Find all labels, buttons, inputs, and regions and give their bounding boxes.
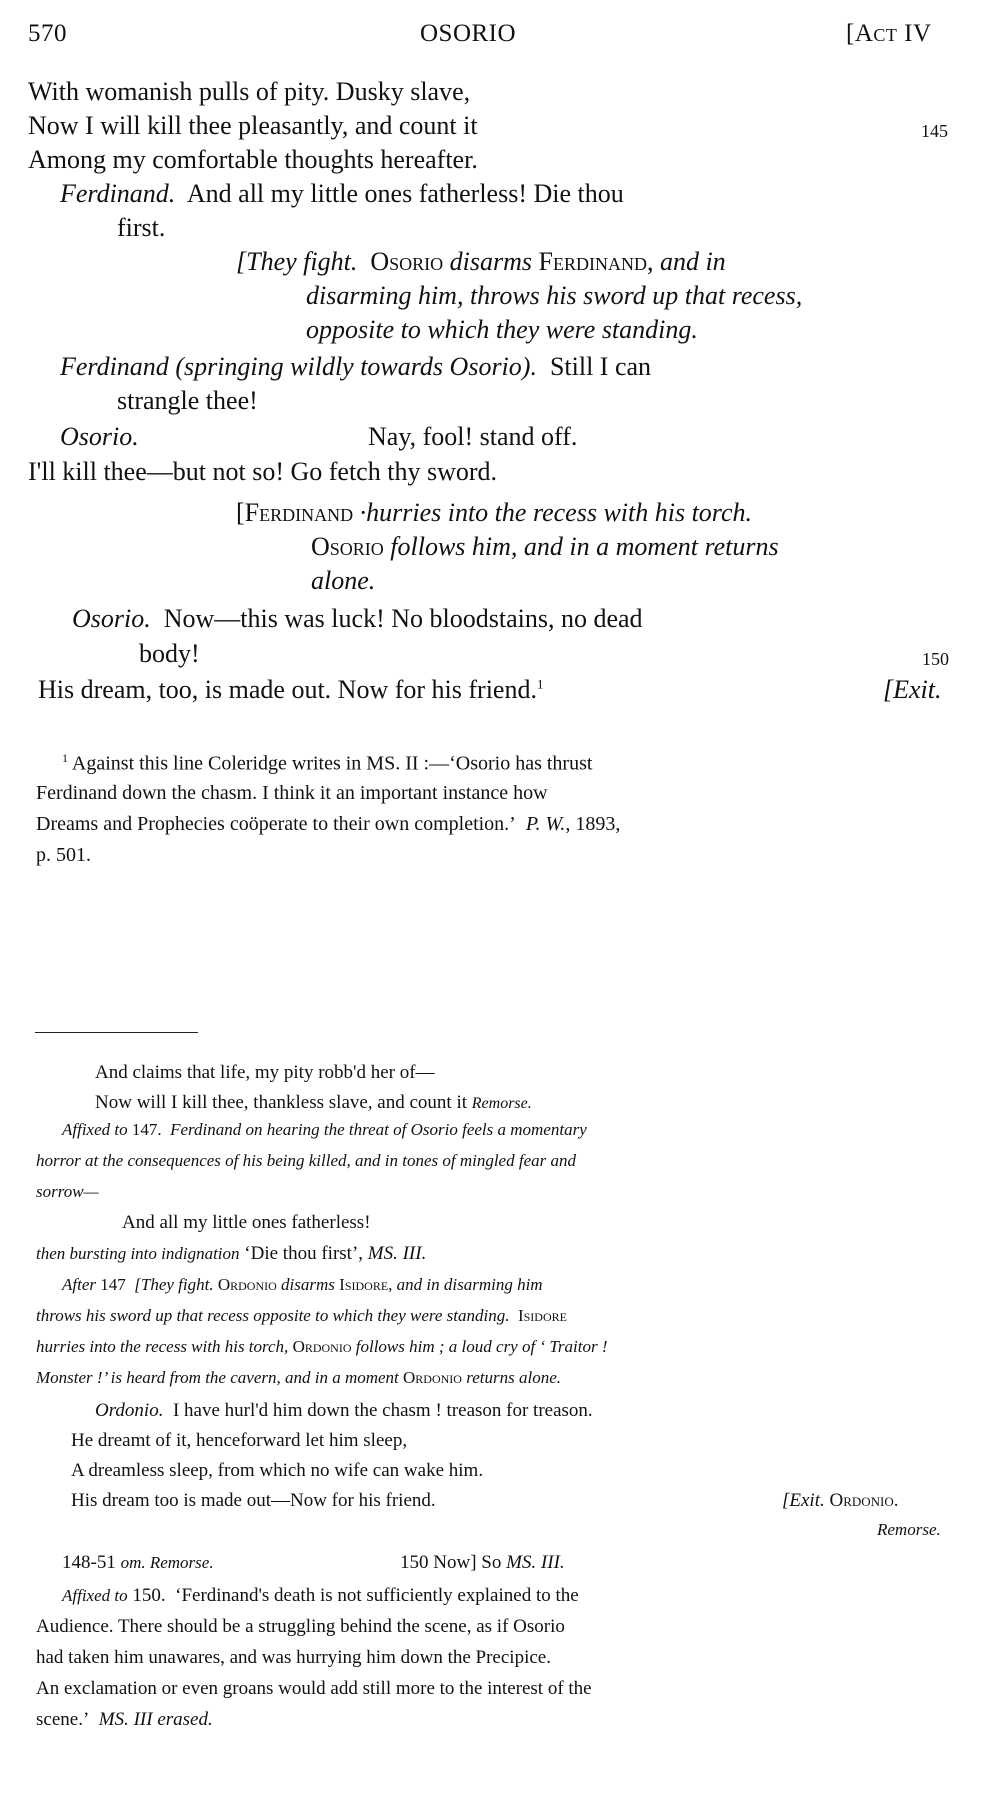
variant-quote: ‘Die thou first’, bbox=[244, 1243, 364, 1264]
line-ref: 147. bbox=[131, 1120, 162, 1139]
speaker-name: Osorio. bbox=[60, 422, 139, 451]
sd-text: ·hurries into the recess with his torch. bbox=[359, 498, 752, 527]
line-ref: 148-51 bbox=[62, 1552, 116, 1573]
character-name: Isidore, bbox=[339, 1275, 393, 1294]
variant-text: follows him ; a loud cry of bbox=[355, 1337, 536, 1356]
variant-text: scene.’ bbox=[36, 1709, 90, 1730]
variant-source: Remorse. bbox=[471, 1095, 532, 1112]
variant-line: He dreamt of it, henceforward let him sleep, bbox=[71, 1430, 408, 1451]
variant-note bbox=[62, 1121, 587, 1138]
variant-text: then bursting into indignation bbox=[36, 1244, 240, 1263]
sd-text: disarms bbox=[449, 247, 532, 276]
variant-note-line bbox=[36, 1369, 561, 1386]
line-number: 150 bbox=[922, 649, 949, 669]
exit-direction: [Exit. bbox=[883, 675, 942, 704]
footnote-ref: P. W. bbox=[525, 813, 566, 835]
verse-line bbox=[72, 606, 643, 632]
variant-note-line bbox=[36, 1307, 567, 1324]
variant-note-line: sorrow— bbox=[36, 1182, 99, 1201]
page-title: OSORIO bbox=[420, 20, 517, 47]
speaker-name: Ferdinand. bbox=[60, 179, 176, 208]
verse-line bbox=[60, 354, 651, 380]
variant-line: A dreamless sleep, from which no wife can wake him. bbox=[71, 1460, 484, 1481]
footnote-line bbox=[62, 752, 592, 774]
verse-line: strangle thee! bbox=[117, 386, 258, 415]
variant-text: hurries into the recess with his torch, bbox=[36, 1337, 289, 1356]
variant-source: Remorse. bbox=[877, 1520, 941, 1539]
variant-quote: ‘ Traitor ! bbox=[539, 1337, 608, 1356]
footnote-text: , 1893, bbox=[565, 813, 621, 835]
speaker-direction: (springing wildly towards Osorio). bbox=[175, 352, 537, 381]
speech-text: His dream, too, is made out. Now for his friend. bbox=[38, 675, 537, 704]
variant-text: Now will I kill thee, thankless slave, and count it bbox=[95, 1092, 468, 1113]
character-name: Isidore bbox=[517, 1306, 567, 1325]
variant-label: Affixed to bbox=[62, 1586, 128, 1605]
variant-lemma: Now] bbox=[433, 1552, 477, 1573]
variant-text: [They fight. bbox=[134, 1275, 214, 1294]
stage-direction-line: disarming him, throws his sword up that recess, bbox=[306, 281, 803, 310]
stage-direction bbox=[236, 249, 726, 275]
verse-line: With womanish pulls of pity. Dusky slave, bbox=[28, 77, 471, 106]
character-name: [Ferdinand bbox=[236, 498, 354, 527]
variant-line bbox=[95, 1401, 593, 1420]
verse-line: I'll kill thee—but not so! Go fetch thy sword. bbox=[28, 457, 498, 486]
footnote-line bbox=[36, 814, 620, 834]
verse-line: first. bbox=[117, 213, 166, 242]
variant-text: is heard from the cavern, and in a moment bbox=[110, 1368, 399, 1387]
speaker-name: Ferdinand bbox=[60, 352, 169, 381]
footnote-mark: 1 bbox=[62, 751, 68, 765]
variant-source: MS. III. bbox=[367, 1243, 427, 1264]
variant-note bbox=[62, 1586, 579, 1605]
variant-text: om. Remorse. bbox=[120, 1553, 214, 1572]
variant-text: Ferdinand on hearing the threat of Osorio feels a momentary bbox=[170, 1120, 587, 1139]
sd-text: follows him, and in a moment returns bbox=[390, 532, 779, 561]
exit-direction bbox=[782, 1491, 899, 1510]
character-name: Osorio bbox=[370, 247, 444, 276]
verse-line: Now I will kill thee pleasantly, and count it bbox=[28, 111, 478, 140]
character-name: Ordonio. bbox=[829, 1490, 899, 1511]
variant-text: ‘Ferdinand's death is not sufficiently explained to the bbox=[175, 1585, 579, 1606]
character-name: Ordonio bbox=[292, 1337, 352, 1356]
variant-text: and in disarming him bbox=[396, 1275, 543, 1294]
speech-text: And all my little ones fatherless! Die thou bbox=[186, 179, 624, 208]
footnote-text: Against this line Coleridge writes in MS. II :—‘Osorio has thrust bbox=[71, 752, 593, 775]
variant-line bbox=[400, 1553, 565, 1572]
variant-line bbox=[95, 1093, 532, 1112]
character-name: Ordonio bbox=[403, 1368, 462, 1387]
variant-source: MS. III erased. bbox=[98, 1709, 213, 1730]
variant-note bbox=[62, 1276, 543, 1293]
act-label: [Act IV bbox=[846, 20, 932, 47]
speech-text: Still I can bbox=[549, 352, 652, 381]
stage-direction bbox=[236, 500, 752, 526]
line-ref: 150 bbox=[400, 1552, 429, 1573]
variant-line bbox=[62, 1553, 214, 1572]
variant-line: And claims that life, my pity robb'd her of— bbox=[95, 1062, 435, 1083]
variant-note-line: had taken him unawares, and was hurrying him down the Precipice. bbox=[36, 1647, 551, 1668]
variant-label: Affixed to bbox=[62, 1120, 128, 1139]
stage-direction bbox=[311, 534, 779, 560]
variant-label: After bbox=[62, 1275, 96, 1294]
variant-line: His dream too is made out—Now for his friend. bbox=[71, 1490, 436, 1511]
variant-note-line: Audience. There should be a struggling behind the scene, as if Osorio bbox=[36, 1616, 565, 1637]
speaker-name: Osorio. bbox=[72, 604, 151, 633]
sd-text: and in bbox=[659, 247, 726, 276]
variant-quote: Monster !’ bbox=[36, 1368, 107, 1387]
speaker-name: Ordonio. bbox=[95, 1400, 164, 1421]
variant-line: And all my little ones fatherless! bbox=[122, 1212, 371, 1233]
character-name: Ordonio bbox=[217, 1275, 277, 1294]
exit-label: [Exit. bbox=[782, 1490, 825, 1511]
variant-line bbox=[36, 1244, 426, 1263]
variant-note-line: horror at the consequences of his being killed, and in tones of mingled fear and bbox=[36, 1151, 576, 1170]
character-name: Ferdinand, bbox=[538, 247, 654, 276]
sd-text: [They fight. bbox=[236, 247, 358, 276]
variant-text: throws his sword up that recess opposite to which they were standing. bbox=[36, 1306, 510, 1325]
footnote-ref: 1 bbox=[536, 676, 544, 692]
footnote-line: p. 501. bbox=[36, 844, 91, 866]
line-ref: 150. bbox=[132, 1585, 166, 1606]
footnote-line: Ferdinand down the chasm. I think it an important instance how bbox=[36, 782, 548, 804]
variant-text: So bbox=[481, 1552, 502, 1573]
variant-note-line bbox=[36, 1338, 608, 1355]
variant-text: disarms bbox=[281, 1275, 335, 1294]
variant-text: returns alone. bbox=[466, 1368, 561, 1387]
footnote-divider bbox=[35, 1032, 198, 1033]
verse-line: body! bbox=[139, 639, 200, 668]
footnote-text: Dreams and Prophecies coöperate to their own completion.’ bbox=[36, 813, 516, 835]
stage-direction-line: alone. bbox=[311, 566, 376, 595]
verse-line: Among my comfortable thoughts hereafter. bbox=[28, 145, 478, 174]
verse-line bbox=[38, 677, 543, 703]
page-number: 570 bbox=[28, 20, 67, 47]
verse-line bbox=[60, 181, 624, 207]
line-number: 145 bbox=[921, 121, 948, 141]
variant-text: I have hurl'd him down the chasm ! treason for treason. bbox=[172, 1400, 593, 1421]
variant-note-line: An exclamation or even groans would add still more to the interest of the bbox=[36, 1678, 592, 1699]
character-name: Osorio bbox=[311, 532, 384, 561]
stage-direction-line: opposite to which they were standing. bbox=[306, 315, 698, 344]
speech-text: Now—this was luck! No bloodstains, no dead bbox=[163, 604, 643, 633]
variant-source: MS. III. bbox=[506, 1552, 565, 1573]
line-ref: 147 bbox=[100, 1275, 126, 1294]
variant-note-line bbox=[36, 1710, 213, 1729]
verse-line: Nay, fool! stand off. bbox=[368, 422, 578, 451]
